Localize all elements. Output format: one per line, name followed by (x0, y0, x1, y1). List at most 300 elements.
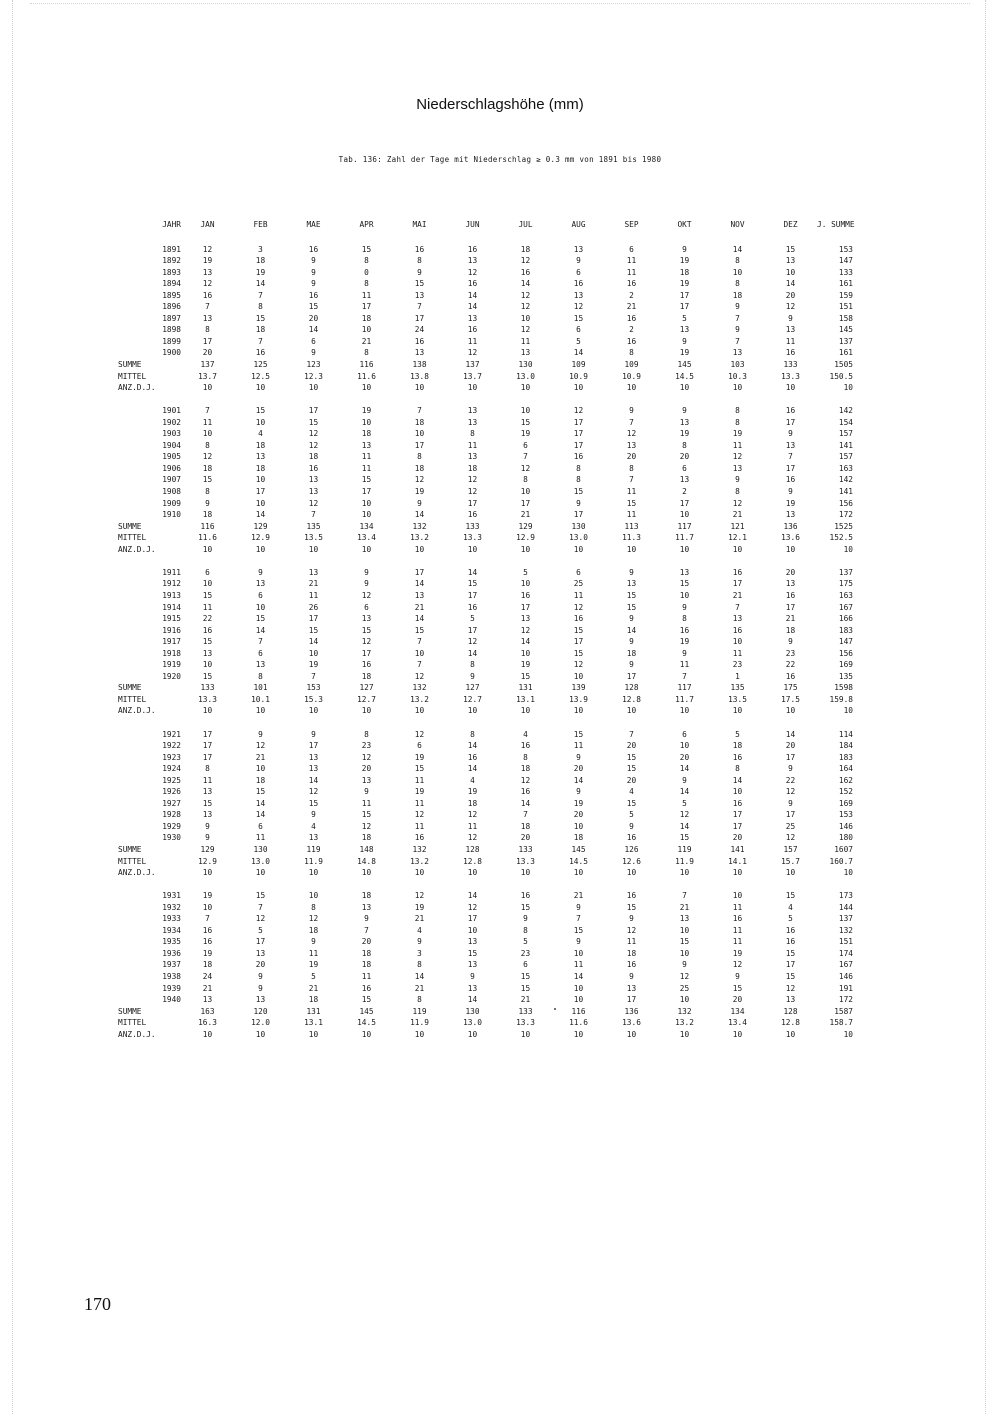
table-cell: 146 (838, 972, 853, 981)
stat-cell: 10 (414, 868, 425, 878)
table-cell: 16 (785, 671, 796, 681)
table-cell: 17 (202, 729, 213, 739)
stat-cell: 135 (306, 521, 321, 531)
table-cell: 17 (202, 336, 213, 346)
table-cell: 16 (626, 833, 637, 843)
year-cell: 1918 (162, 648, 181, 658)
year-cell: 1892 (162, 256, 181, 266)
table-cell: 18 (361, 960, 372, 970)
table-row (118, 498, 853, 510)
table-cell: 10 (679, 741, 690, 751)
stat-cell: 131 (518, 683, 533, 693)
table-cell: 14 (732, 244, 743, 254)
table-cell: 16 (467, 279, 478, 289)
table-cell: 15 (308, 625, 319, 635)
stat-row-anz (118, 544, 853, 556)
table-cell: 17 (679, 302, 690, 312)
table-cell: 12 (414, 729, 425, 739)
table-cell: 9 (205, 498, 210, 508)
table-cell: 17 (308, 614, 319, 624)
scan-speck (554, 1008, 556, 1010)
header-cell: JAHR (162, 220, 181, 229)
table-cell: 12 (361, 752, 372, 762)
table-cell: 10 (573, 948, 584, 958)
year-cell: 1923 (162, 752, 181, 762)
table-row (118, 278, 853, 290)
stat-cell: 10 (626, 383, 637, 393)
table-cell: 13 (679, 325, 690, 335)
stat-cell: 13.3 (516, 856, 535, 866)
table-cell: 7 (258, 336, 263, 346)
table-cell: 10 (414, 429, 425, 439)
table-row (118, 890, 853, 902)
table-cell: 6 (364, 602, 369, 612)
stat-cell: 10 (679, 1029, 690, 1039)
table-cell: 19 (732, 429, 743, 439)
stat-row-anz (118, 1029, 853, 1041)
table-cell: 16 (202, 937, 213, 947)
stat-cell: 175 (783, 683, 798, 693)
year-cell: 1920 (162, 671, 181, 681)
stat-cell: 10 (573, 383, 584, 393)
table-cell: 13 (255, 995, 266, 1005)
table-cell: 14 (573, 775, 584, 785)
table-cell: 13 (202, 995, 213, 1005)
table-cell: 12 (308, 498, 319, 508)
table-cell: 16 (573, 452, 584, 462)
year-cell: 1912 (162, 579, 181, 589)
table-cell: 11 (255, 833, 266, 843)
stat-cell: 10 (843, 706, 853, 716)
table-cell: 9 (576, 752, 581, 762)
table-cell: 10 (520, 313, 531, 323)
table-cell: 11 (573, 960, 584, 970)
table-cell: 14 (520, 798, 531, 808)
table-cell: 14 (255, 798, 266, 808)
table-cell: 15 (308, 302, 319, 312)
table-cell: 14 (467, 302, 478, 312)
table-cell: 8 (470, 729, 475, 739)
table-cell: 12 (520, 625, 531, 635)
table-cell: 13 (785, 995, 796, 1005)
stat-cell: 13.8 (410, 371, 429, 381)
stat-cell: 13.6 (781, 533, 800, 543)
table-row (118, 994, 853, 1006)
stat-cell: 130 (465, 1006, 480, 1016)
table-cell: 19 (414, 902, 425, 912)
stat-cell: 10 (467, 544, 478, 554)
table-row (118, 809, 853, 821)
year-cell: 1895 (162, 290, 181, 300)
year-cell: 1891 (162, 244, 181, 254)
table-cell: 8 (682, 614, 687, 624)
table-cell: 18 (467, 798, 478, 808)
table-cell: 12 (732, 960, 743, 970)
table-cell: 18 (467, 463, 478, 473)
stat-row-mittel (118, 694, 853, 706)
table-cell: 9 (417, 937, 422, 947)
table-cell: 9 (788, 798, 793, 808)
table-cell: 141 (838, 487, 853, 497)
table-cell: 12 (573, 406, 584, 416)
year-cell: 1915 (162, 614, 181, 624)
table-cell: 19 (679, 429, 690, 439)
scan-top-rule (30, 3, 970, 4)
stat-cell: 14.8 (357, 856, 376, 866)
stat-row-summe (118, 1006, 853, 1018)
stat-cell: 10 (361, 1029, 372, 1039)
stat-cell: 10 (414, 383, 425, 393)
table-cell: 9 (576, 256, 581, 266)
stat-cell: 10 (626, 706, 637, 716)
table-cell: 2 (629, 290, 634, 300)
year-cell: 1921 (162, 729, 181, 739)
table-row (118, 948, 853, 960)
table-cell: 8 (523, 752, 528, 762)
stat-cell: 10 (361, 868, 372, 878)
table-cell: 13 (732, 348, 743, 358)
table-cell: 2 (629, 325, 634, 335)
table-cell: 19 (414, 787, 425, 797)
stat-cell: 10 (308, 706, 319, 716)
table-cell: 11 (732, 440, 743, 450)
stat-cell: 10 (732, 383, 743, 393)
stat-cell: 10 (520, 1029, 531, 1039)
table-cell: 15 (520, 972, 531, 981)
stat-cell: 132 (412, 683, 427, 693)
table-cell: 17 (308, 406, 319, 416)
table-cell: 8 (576, 475, 581, 485)
year-cell: 1898 (162, 325, 181, 335)
header-cell: AUG (571, 220, 586, 229)
stat-cell: 120 (253, 1006, 268, 1016)
stat-cell: 13.2 (410, 856, 429, 866)
table-cell: 156 (838, 498, 853, 508)
table-cell: 12 (732, 498, 743, 508)
table-cell: 16 (308, 463, 319, 473)
table-cell: 6 (417, 741, 422, 751)
table-cell: 16 (520, 590, 531, 600)
table-cell: 11 (414, 821, 425, 831)
year-cell: 1910 (162, 510, 181, 520)
stat-cell: 132 (677, 1006, 692, 1016)
table-cell: 141 (838, 440, 853, 450)
table-cell: 8 (470, 429, 475, 439)
stat-cell: 12.1 (728, 533, 747, 543)
stat-cell: 12.7 (463, 694, 482, 704)
table-cell: 147 (838, 256, 853, 266)
table-cell: 13 (308, 764, 319, 774)
table-cell: 8 (364, 279, 369, 289)
stat-label: ANZ.D.J. (118, 1029, 156, 1039)
table-cell: 10 (467, 925, 478, 935)
table-cell: 17 (520, 602, 531, 612)
table-cell: 11 (573, 590, 584, 600)
table-cell: 16 (361, 983, 372, 993)
table-cell: 12 (467, 637, 478, 647)
stat-cell: 10 (467, 706, 478, 716)
table-cell: 157 (838, 429, 853, 439)
table-cell: 8 (470, 660, 475, 670)
table-cell: 6 (523, 960, 528, 970)
year-cell: 1906 (162, 463, 181, 473)
table-cell: 8 (417, 256, 422, 266)
stat-cell: 13.3 (198, 694, 217, 704)
table-cell: 16 (785, 590, 796, 600)
header-cell: JUL (518, 220, 533, 229)
table-cell: 12 (573, 660, 584, 670)
table-cell: 147 (838, 637, 853, 647)
stat-cell: 10.9 (622, 371, 641, 381)
year-cell: 1903 (162, 429, 181, 439)
year-cell: 1925 (162, 775, 181, 785)
stat-row-mittel (118, 532, 853, 544)
stat-cell: 10 (679, 868, 690, 878)
table-cell: 12 (414, 671, 425, 681)
year-cell: 1937 (162, 960, 181, 970)
table-cell: 19 (308, 960, 319, 970)
table-cell: 18 (361, 948, 372, 958)
table-cell: 17 (467, 914, 478, 924)
stat-row-mittel (118, 1017, 853, 1029)
stat-row-anz (118, 867, 853, 879)
table-cell: 13 (361, 775, 372, 785)
table-cell: 14 (679, 787, 690, 797)
stat-cell: 141 (730, 844, 745, 854)
table-cell: 17 (467, 590, 478, 600)
stat-cell: 145 (571, 844, 586, 854)
stat-cell: 119 (306, 844, 321, 854)
table-cell: 22 (785, 660, 796, 670)
table-cell: 154 (838, 417, 853, 427)
table-cell: 6 (523, 440, 528, 450)
table-cell: 16 (202, 625, 213, 635)
stat-cell: 160.7 (829, 856, 853, 866)
table-cell: 7 (417, 660, 422, 670)
table-cell: 21 (361, 336, 372, 346)
table-cell: 9 (682, 602, 687, 612)
table-row (118, 983, 853, 995)
year-cell: 1928 (162, 810, 181, 820)
stat-cell: 136 (624, 1006, 639, 1016)
table-cell: 16 (414, 833, 425, 843)
table-cell: 9 (682, 648, 687, 658)
table-row (118, 763, 853, 775)
header-cell: MAI (412, 220, 427, 229)
table-cell: 14 (785, 729, 796, 739)
table-cell: 12 (202, 279, 213, 289)
table-cell: 6 (205, 567, 210, 577)
table-cell: 145 (838, 325, 853, 335)
table-cell: 4 (629, 787, 634, 797)
table-row (118, 267, 853, 279)
table-cell: 6 (682, 729, 687, 739)
stat-cell: 10 (626, 868, 637, 878)
table-cell: 6 (258, 590, 263, 600)
table-row (118, 255, 853, 267)
year-cell: 1911 (162, 567, 181, 577)
stat-cell: 13.4 (357, 533, 376, 543)
table-cell: 5 (311, 972, 316, 981)
table-cell: 19 (202, 891, 213, 901)
table-cell: 10 (255, 417, 266, 427)
year-cell: 1904 (162, 440, 181, 450)
table-cell: 159 (838, 290, 853, 300)
table-cell: 8 (258, 302, 263, 312)
stat-cell: 13.0 (463, 1018, 482, 1028)
table-cell: 13 (785, 440, 796, 450)
table-cell: 16 (467, 752, 478, 762)
stat-cell: 125 (253, 360, 268, 370)
table-cell: 9 (735, 325, 740, 335)
table-cell: 15 (361, 810, 372, 820)
table-cell: 11 (361, 452, 372, 462)
table-cell: 16 (785, 475, 796, 485)
table-row (118, 486, 853, 498)
table-cell: 9 (788, 637, 793, 647)
page-number: 170 (84, 1294, 111, 1314)
table-cell: 10 (679, 948, 690, 958)
table-cell: 13 (308, 475, 319, 485)
table-cell: 15 (414, 764, 425, 774)
table-cell: 18 (361, 313, 372, 323)
table-cell: 12 (414, 891, 425, 901)
table-cell: 158 (838, 313, 853, 323)
stat-cell: 11.6 (569, 1018, 588, 1028)
table-cell: 12 (467, 487, 478, 497)
stat-cell: 10 (414, 1029, 425, 1039)
table-cell: 17 (361, 487, 372, 497)
stat-cell: 14.5 (357, 1018, 376, 1028)
header-cell: J. SUMME (817, 220, 855, 229)
table-cell: 19 (202, 256, 213, 266)
table-cell: 164 (838, 764, 853, 774)
table-cell: 156 (838, 648, 853, 658)
table-cell: 10 (202, 660, 213, 670)
table-cell: 15 (520, 417, 531, 427)
table-cell: 15 (520, 983, 531, 993)
table-cell: 13 (467, 417, 478, 427)
table-cell: 157 (838, 452, 853, 462)
table-cell: 11 (361, 463, 372, 473)
table-cell: 14 (520, 279, 531, 289)
table-cell: 9 (788, 313, 793, 323)
table-cell: 17 (785, 810, 796, 820)
table-cell: 8 (205, 487, 210, 497)
table-cell: 11 (467, 821, 478, 831)
table-cell: 13 (467, 452, 478, 462)
table-cell: 21 (255, 752, 266, 762)
table-cell: 13 (785, 325, 796, 335)
table-cell: 9 (364, 914, 369, 924)
table-cell: 15 (255, 313, 266, 323)
stat-cell: 159.8 (829, 694, 853, 704)
table-cell: 15 (520, 671, 531, 681)
stat-cell: 13.2 (675, 1018, 694, 1028)
stat-cell: 12.3 (304, 371, 323, 381)
table-cell: 12 (308, 440, 319, 450)
table-cell: 19 (361, 406, 372, 416)
stat-cell: 10 (573, 1029, 584, 1039)
table-cell: 10 (732, 637, 743, 647)
table-cell: 9 (205, 821, 210, 831)
block-spacer (118, 394, 853, 406)
table-cell: 18 (255, 775, 266, 785)
table-cell: 7 (523, 452, 528, 462)
stat-cell: 13.0 (516, 371, 535, 381)
stat-cell: 1607 (834, 844, 853, 854)
table-cell: 18 (679, 267, 690, 277)
stat-cell: 10 (255, 868, 266, 878)
stat-cell: 10 (308, 383, 319, 393)
year-cell: 1916 (162, 625, 181, 635)
table-cell: 9 (417, 498, 422, 508)
stat-cell: 153 (306, 683, 321, 693)
table-cell: 8 (682, 440, 687, 450)
table-cell: 17 (732, 821, 743, 831)
header-cell: DEZ (783, 220, 798, 229)
stat-label: SUMME (118, 521, 142, 531)
table-row (118, 405, 853, 417)
table-cell: 21 (520, 510, 531, 520)
table-cell: 19 (255, 267, 266, 277)
table-cell: 9 (205, 833, 210, 843)
table-cell: 9 (364, 787, 369, 797)
table-cell: 13 (679, 914, 690, 924)
table-cell: 10 (361, 510, 372, 520)
table-cell: 13 (520, 348, 531, 358)
table-row (118, 578, 853, 590)
table-cell: 151 (838, 937, 853, 947)
table-cell: 11 (202, 602, 213, 612)
stat-cell: 135 (730, 683, 745, 693)
table-cell: 12 (520, 256, 531, 266)
table-cell: 15 (202, 590, 213, 600)
table-cell: 13 (414, 590, 425, 600)
table-cell: 12 (467, 348, 478, 358)
table-cell: 12 (361, 590, 372, 600)
stat-cell: 10 (202, 868, 213, 878)
table-cell: 8 (629, 348, 634, 358)
table-cell: 16 (573, 614, 584, 624)
table-cell: 13 (732, 614, 743, 624)
year-cell: 1940 (162, 995, 181, 1005)
stat-label: MITTEL (118, 533, 147, 543)
table-cell: 16 (732, 798, 743, 808)
table-cell: 10 (202, 579, 213, 589)
table-cell: 163 (838, 590, 853, 600)
table-cell: 19 (679, 279, 690, 289)
stat-cell: 10 (843, 544, 853, 554)
stat-cell: 163 (200, 1006, 215, 1016)
stat-cell: 10 (785, 544, 796, 554)
table-cell: 9 (735, 475, 740, 485)
table-cell: 13 (202, 810, 213, 820)
stat-cell: 10 (843, 1029, 853, 1039)
stat-cell: 13.4 (728, 1018, 747, 1028)
table-cell: 10 (308, 648, 319, 658)
year-cell: 1900 (162, 348, 181, 358)
table-cell: 142 (838, 406, 853, 416)
table-row (118, 821, 853, 833)
table-cell: 13 (255, 579, 266, 589)
table-cell: 153 (838, 810, 853, 820)
stat-cell: 116 (359, 360, 374, 370)
stat-cell: 10 (202, 383, 213, 393)
table-cell: 146 (838, 821, 853, 831)
table-cell: 11 (467, 440, 478, 450)
stat-cell: 10 (255, 1029, 266, 1039)
